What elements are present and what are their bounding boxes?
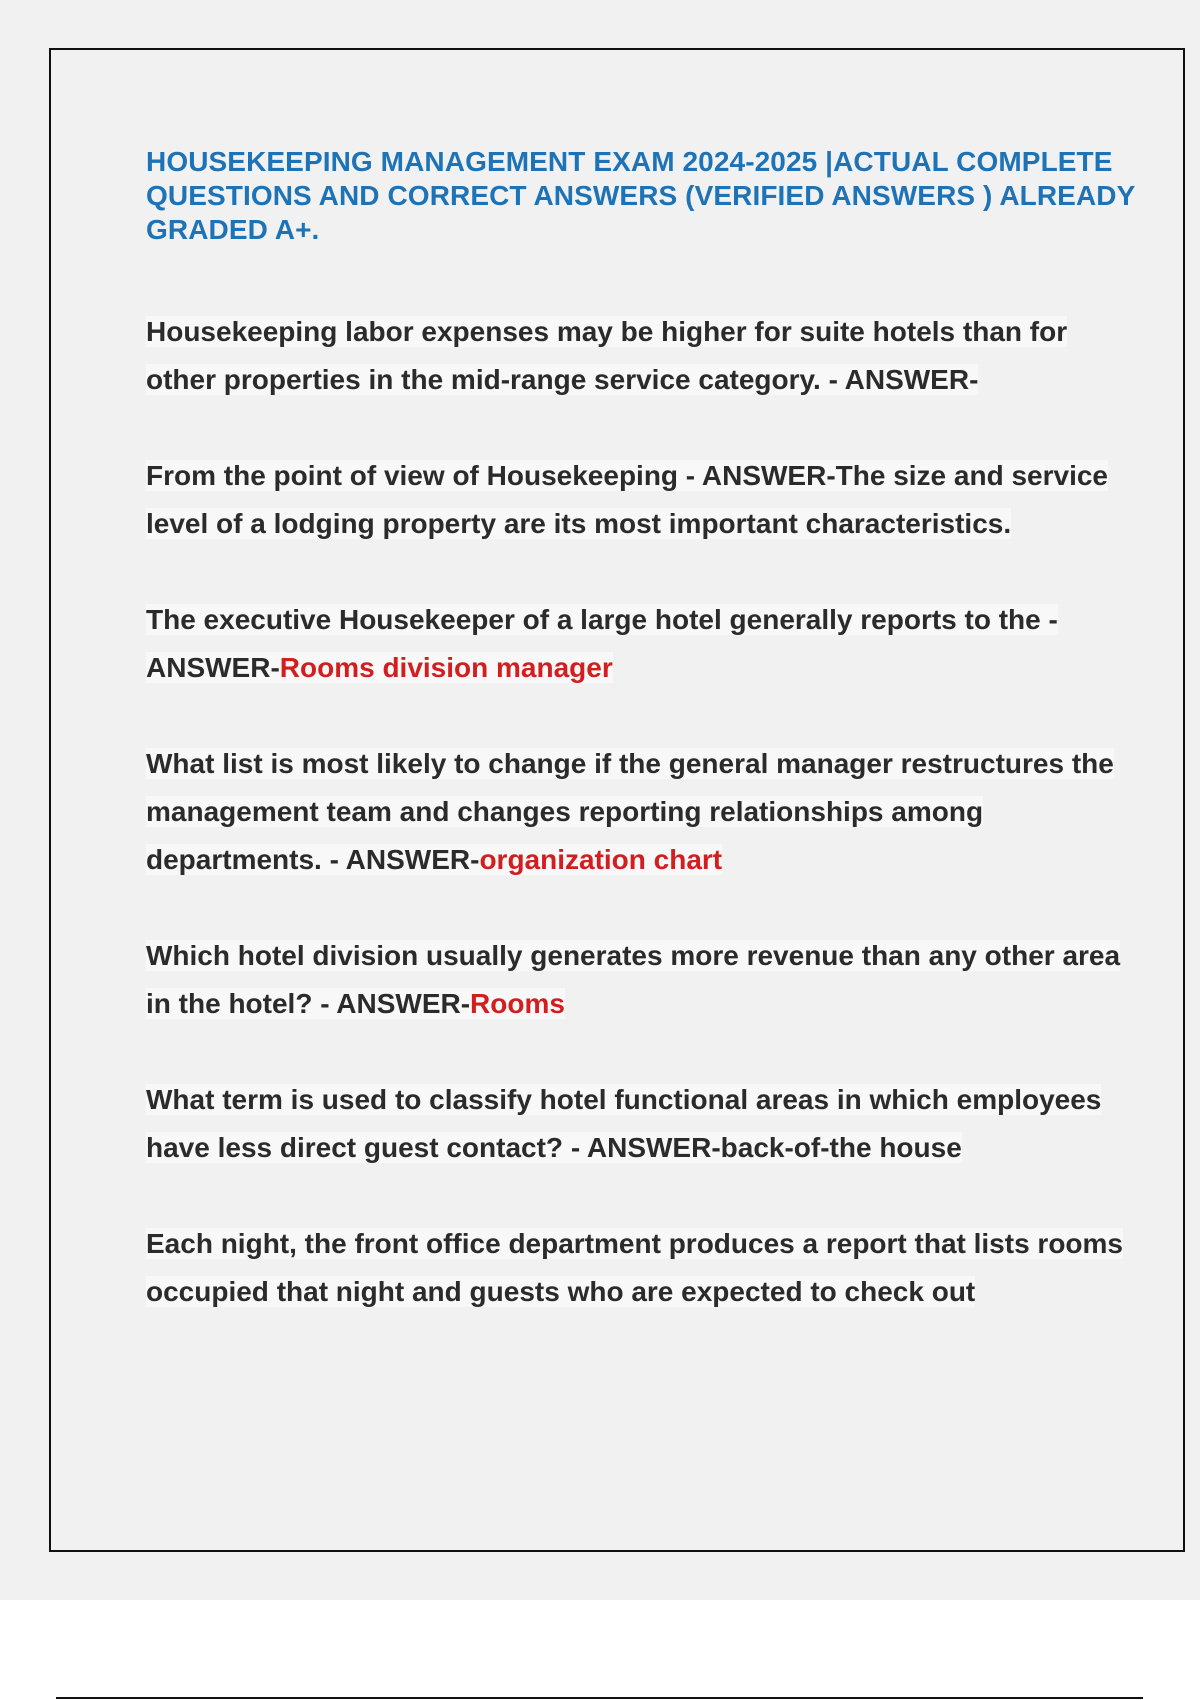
question-text: The executive Housekeeper of a large hotel generally reports to the - ANSWER- <box>146 604 1058 683</box>
document-frame <box>49 48 1185 1552</box>
qa-item <box>146 1220 1136 1316</box>
qa-item <box>146 596 1136 692</box>
question-text: Each night, the front office department produces a report that lists rooms occupied that night and guests who are expected to check out <box>146 1228 1124 1307</box>
question-text: From the point of view of Housekeeping - ANSWER-The size and service level of a lodging property are its most important characteristics. <box>146 460 1108 539</box>
question-text: Housekeeping labor expenses may be higher for suite hotels than for other properties in the mid-range service category. - ANSWER- <box>146 316 1068 395</box>
qa-list <box>146 308 1136 1316</box>
qa-item <box>146 1076 1136 1172</box>
document-title: HOUSEKEEPING MANAGEMENT EXAM 2024-2025 |ACTUAL COMPLETE QUESTIONS AND CORRECT ANSWERS (VERIFIED ANSWERS ) ALREADY GRADED A+. <box>146 146 1135 245</box>
footer-divider <box>56 1697 1143 1699</box>
document-content <box>146 145 1136 1364</box>
question-text: What list is most likely to change if the general manager restructures the management team and changes reporting relationships among departments. - ANSWER- <box>146 748 1114 875</box>
answer-text: Rooms <box>470 988 565 1019</box>
qa-item <box>146 308 1136 404</box>
answer-text: Rooms division manager <box>279 652 613 683</box>
question-text: What term is used to classify hotel functional areas in which employees have less direct guest contact? - ANSWER-back-of-the house <box>146 1084 1102 1163</box>
qa-item <box>146 932 1136 1028</box>
question-text: Which hotel division usually generates more revenue than any other area in the hotel? - ANSWER- <box>146 940 1121 1019</box>
answer-text: organization chart <box>479 844 723 875</box>
qa-item <box>146 452 1136 548</box>
qa-item <box>146 740 1136 884</box>
